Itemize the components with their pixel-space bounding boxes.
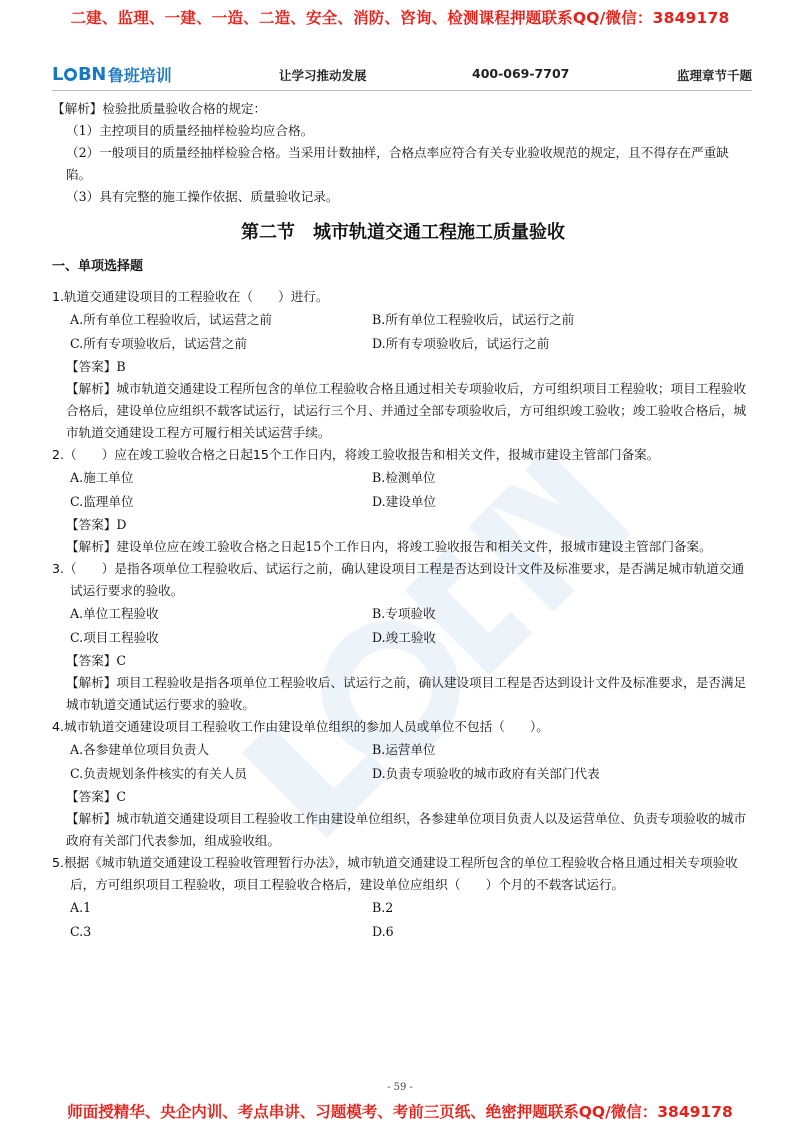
sub-title: 一、单项选择题 <box>52 259 144 274</box>
option-c: C.监理单位 <box>70 494 134 509</box>
option-d: D.负责专项验收的城市政府有关部门代表 <box>372 766 600 781</box>
option-b: B.检测单位 <box>372 470 436 485</box>
intro-item: （3）具有完整的施工操作依据、质量验收记录。 <box>66 189 339 204</box>
question-5 <box>52 852 754 944</box>
option-d: D.6 <box>372 924 394 939</box>
option-row <box>52 602 754 626</box>
page-content <box>52 98 754 944</box>
page-header <box>52 66 752 88</box>
question-1 <box>52 286 754 444</box>
header-doc-title: 监理章节千题 <box>676 68 752 83</box>
lobn-logo <box>52 63 172 86</box>
option-c: C.项目工程验收 <box>70 630 159 645</box>
question-stem: 2.（ ）应在竣工验收合格之日起15个工作日内，将竣工验收报告和相关文件，报城市建设主管部门备案。 <box>52 447 660 462</box>
option-d: D.所有专项验收后，试运行之前 <box>372 336 550 351</box>
option-c: C.所有专项验收后，试运营之前 <box>70 336 247 351</box>
question-stem: 5.根据《城市轨道交通建设工程验收管理暂行办法》，城市轨道交通建设工程所包含的单位工程验收合格且通过相关专项验收后，方可组织项目工程验收，项目工程验收合格后，建设单位应组织（ ）个月的不载客试运行。 <box>52 855 738 892</box>
question-4 <box>52 716 754 852</box>
intro-item: （2）一般项目的质量经抽样检验合格。当采用计数抽样，合格点率应符合有关专业验收规范的规定，且不得存在严重缺陷。 <box>66 145 729 182</box>
option-a: A.1 <box>70 900 92 915</box>
option-row <box>52 466 754 490</box>
option-row <box>52 308 754 332</box>
logo-cn: 鲁班培训 <box>107 66 172 85</box>
option-b: B.专项验收 <box>372 606 436 621</box>
option-c: C.3 <box>70 924 92 939</box>
option-a: A.所有单位工程验收后，试运营之前 <box>70 312 273 327</box>
option-row <box>52 490 754 514</box>
section-title: 第二节 城市轨道交通工程施工质量验收 <box>241 222 565 243</box>
analysis: 【解析】城市轨道交通建设工程所包含的单位工程验收合格且通过相关专项验收后，方可组织项目工程验收；项目工程验收合格后，建设单位应组织不载客试运行，试运行三个月、并通过全部专项验收后，方可组织竣工验收；竣工验收合格后，城市轨道交通建设工程方可履行相关试运营手续。 <box>66 381 747 440</box>
option-row <box>52 332 754 356</box>
option-c: C.负责规划条件核实的有关人员 <box>70 766 247 781</box>
question-2 <box>52 444 754 558</box>
option-d: D.竣工验收 <box>372 630 437 645</box>
answer: 【答案】D <box>66 517 127 532</box>
question-stem: 4.城市轨道交通建设项目工程验收工作由建设单位组织的参加人员或单位不包括（ ）。 <box>52 719 549 734</box>
logo-latin: L BN <box>52 64 106 85</box>
answer: 【答案】C <box>66 653 127 668</box>
bottom-promo-banner: 师面授精华、央企内训、考点串讲、习题模考、考前三页纸、绝密押题联系QQ/微信：3849178 <box>67 1103 733 1121</box>
analysis: 【解析】项目工程验收是指各项单位工程验收后、试运行之前，确认建设项目工程是否达到设计文件及标准要求，是否满足城市轨道交通试运行要求的验收。 <box>66 675 747 712</box>
intro-item: （1）主控项目的质量经抽样检验均应合格。 <box>66 123 314 138</box>
top-promo-banner: 二建、监理、一建、一造、二造、安全、消防、咨询、检测课程押题联系QQ/微信：3849178 <box>70 9 730 27</box>
option-a: A.施工单位 <box>70 470 134 485</box>
question-stem: 1.轨道交通建设项目的工程验收在（ ）进行。 <box>52 289 329 304</box>
option-row <box>52 920 754 944</box>
header-slogan: 让学习推动发展 <box>279 68 367 83</box>
option-b: B.所有单位工程验收后，试运行之前 <box>372 312 575 327</box>
option-b: B.运营单位 <box>372 742 436 757</box>
header-divider <box>52 90 752 91</box>
analysis: 【解析】建设单位应在竣工验收合格之日起15个工作日内，将竣工验收报告和相关文件，报城市建设主管部门备案。 <box>66 539 712 554</box>
option-row <box>52 738 754 762</box>
option-row <box>52 762 754 786</box>
answer: 【答案】B <box>66 359 126 374</box>
page-number: - 59 - <box>387 1082 413 1093</box>
question-stem: 3.（ ）是指各项单位工程验收后、试运行之前，确认建设项目工程是否达到设计文件及标准要求，是否满足城市轨道交通试运行要求的验收。 <box>52 561 745 598</box>
option-a: A.各参建单位项目负责人 <box>70 742 210 757</box>
option-d: D.建设单位 <box>372 494 437 509</box>
option-row <box>52 626 754 650</box>
question-3 <box>52 558 754 716</box>
intro-analysis-heading: 【解析】检验批质量验收合格的规定： <box>52 101 267 116</box>
header-phone: 400-069-7707 <box>472 66 570 81</box>
analysis: 【解析】城市轨道交通建设项目工程验收工作由建设单位组织，各参建单位项目负责人以及运营单位、负责专项验收的城市政府有关部门代表参加，组成验收组。 <box>66 811 747 848</box>
answer: 【答案】C <box>66 789 127 804</box>
option-a: A.单位工程验收 <box>70 606 159 621</box>
option-b: B.2 <box>372 900 394 915</box>
option-row <box>52 896 754 920</box>
